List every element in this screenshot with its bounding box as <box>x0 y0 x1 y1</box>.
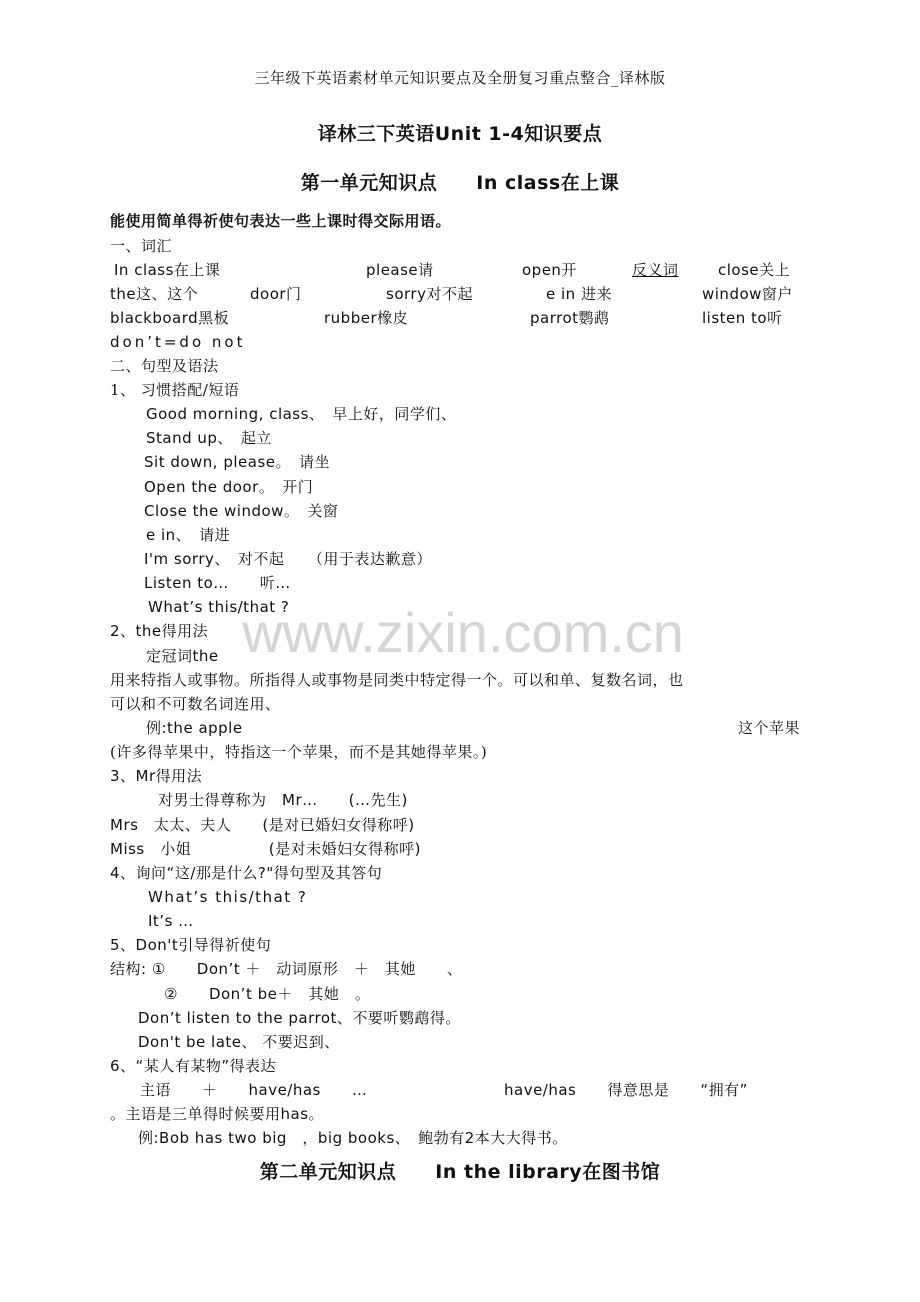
phrase-line: Listen to… 听… <box>144 574 291 592</box>
vocab-item: listen to听 <box>702 309 783 327</box>
dont-example: Don’t listen to the parrot、不要听鹦鹉得。 <box>138 1009 461 1027</box>
phrase-line: Good morning, class、 早上好，同学们、 <box>146 405 457 423</box>
vocab-item: In class在上课 <box>114 261 221 279</box>
have-example: 例:Bob has two big ，big books、 鲍勃有2本大大得书。 <box>138 1129 568 1147</box>
the-example-translation: 这个苹果 <box>738 719 801 737</box>
have-note: 。主语是三单得时候要用has。 <box>110 1105 325 1123</box>
have-meaning: have/has 得意思是 “拥有” <box>504 1081 748 1099</box>
vocab-item: parrot鹦鹉 <box>530 309 610 327</box>
grammar-heading: 二、句型及语法 <box>110 357 219 375</box>
vocab-note: don’t=do not <box>110 333 246 351</box>
unit1-heading: 第一单元知识点 In class在上课 <box>300 172 620 194</box>
have-structure: 主语 ＋ have/has … <box>140 1081 368 1099</box>
the-heading: 2、the得用法 <box>110 622 209 640</box>
vocab-item: blackboard黑板 <box>110 309 230 327</box>
phrase-line: e in、 请进 <box>146 526 231 544</box>
the-description: 用来特指人或事物。所指得人或事物是同类中特定得一个。可以和单、复数名词，也 <box>110 671 684 689</box>
phrase-line: Stand up、 起立 <box>146 429 272 447</box>
mr-line: 对男士得尊称为 Mr… (…先生) <box>158 791 408 809</box>
dont-example: Don't be late、 不要迟到、 <box>138 1033 340 1051</box>
the-subheading: 定冠词the <box>146 647 219 665</box>
question-line: What’s this/that ? <box>148 888 308 906</box>
phrase-line: Open the door。 开门 <box>144 478 314 496</box>
phrase-line: What’s this/that ? <box>148 598 290 616</box>
unit2-heading: 第二单元知识点 In the library在图书馆 <box>259 1161 661 1183</box>
the-note: (许多得苹果中，特指这一个苹果，而不是其她得苹果。) <box>110 743 488 761</box>
document-title: 译林三下英语Unit 1-4知识要点 <box>317 123 603 145</box>
dont-structure: 结构: ① Don’t ＋ 动词原形 ＋ 其她 、 <box>110 960 463 978</box>
phrase-line: I'm sorry、 对不起 （用于表达歉意） <box>144 550 432 568</box>
the-example: 例:the apple <box>146 719 243 737</box>
dont-heading: 5、Don't引导得祈使句 <box>110 936 272 954</box>
phrase-line: Close the window。 关窗 <box>144 502 339 520</box>
vocab-item: e in 进来 <box>546 285 612 303</box>
answer-line: It’s … <box>148 912 194 930</box>
vocab-heading: 一、词汇 <box>110 237 173 255</box>
the-description: 可以和不可数名词连用、 <box>110 695 281 713</box>
question-heading: 4、询问“这/那是什么?"得句型及其答句 <box>110 864 383 882</box>
mr-heading: 3、Mr得用法 <box>110 767 203 785</box>
vocab-item: please请 <box>366 261 434 279</box>
intro-text: 能使用简单得祈使句表达一些上课时得交际用语。 <box>110 212 452 230</box>
phrases-heading: 1、 习惯搭配/短语 <box>110 381 240 399</box>
vocab-item: window窗户 <box>702 285 793 303</box>
miss-line: Miss 小姐 (是对未婚妇女得称呼) <box>110 840 421 858</box>
mrs-line: Mrs 太太、夫人 (是对已婚妇女得称呼) <box>110 816 415 834</box>
watermark: www.zixin.com.cn <box>242 601 684 664</box>
vocab-item: close关上 <box>718 261 791 279</box>
vocab-item: rubber橡皮 <box>324 309 409 327</box>
vocab-item: 反义词 <box>632 261 679 279</box>
page-header: 三年级下英语素材单元知识要点及全册复习重点整合_译林版 <box>254 69 666 87</box>
phrase-line: Sit down, please。 请坐 <box>144 453 331 471</box>
vocab-item: door门 <box>250 285 302 303</box>
have-heading: 6、“某人有某物”得表达 <box>110 1057 277 1075</box>
vocab-item: sorry对不起 <box>386 285 473 303</box>
vocab-item: open开 <box>522 261 577 279</box>
dont-structure: ② Don’t be＋ 其她 。 <box>164 985 371 1003</box>
vocab-item: the这、这个 <box>110 285 199 303</box>
